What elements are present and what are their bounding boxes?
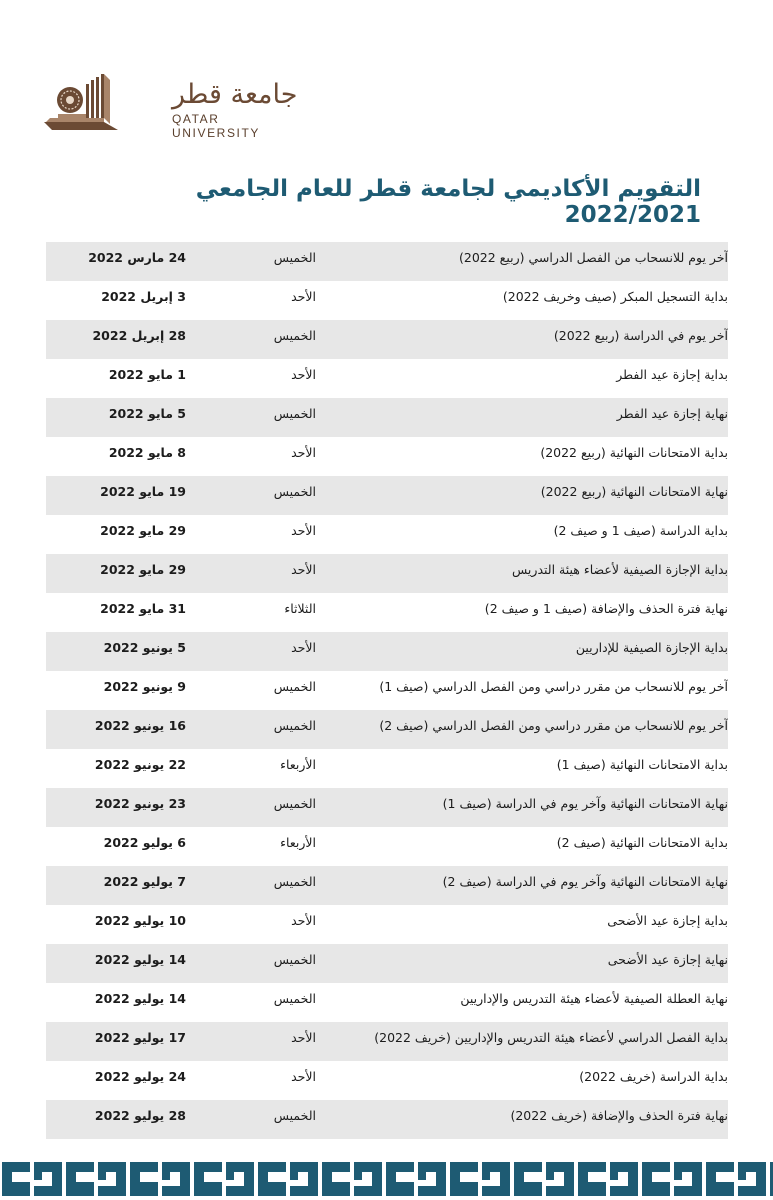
calendar-row <box>46 515 728 554</box>
event-day: الأحد <box>291 640 316 655</box>
event-day: الأحد <box>291 1069 316 1084</box>
event-date: 1 مايو 2022 <box>108 367 186 382</box>
calendar-row <box>46 710 728 749</box>
calendar-row <box>46 476 728 515</box>
event-date: 24 مارس 2022 <box>88 250 186 265</box>
event-day: الخميس <box>273 874 316 889</box>
event-day: الخميس <box>273 406 316 421</box>
event-day: الخميس <box>273 328 316 343</box>
calendar-row <box>46 359 728 398</box>
event-name: نهاية الامتحانات النهائية (ربيع 2022) <box>540 484 728 499</box>
event-name: نهاية الامتحانات النهائية وآخر يوم في الدراسة (صيف 2) <box>442 874 728 889</box>
event-date: 29 مايو 2022 <box>100 562 186 577</box>
event-name: نهاية فترة الحذف والإضافة (خريف 2022) <box>510 1108 728 1123</box>
event-date: 6 يوليو 2022 <box>103 835 186 850</box>
calendar-row <box>46 320 728 359</box>
event-date: 5 مايو 2022 <box>108 406 186 421</box>
event-name: بداية إجازة عيد الفطر <box>616 367 728 382</box>
event-date: 17 يوليو 2022 <box>94 1030 186 1045</box>
event-date: 14 يوليو 2022 <box>94 991 186 1006</box>
event-name: آخر يوم للانسحاب من الفصل الدراسي (ربيع 2022) <box>458 250 728 265</box>
event-name: آخر يوم في الدراسة (ربيع 2022) <box>553 328 728 343</box>
calendar-row <box>46 944 728 983</box>
event-day: الأحد <box>291 289 316 304</box>
event-day: الخميس <box>273 952 316 967</box>
calendar-row <box>46 398 728 437</box>
event-date: 16 يونيو 2022 <box>94 718 186 733</box>
event-name: نهاية إجازة عيد الأضحى <box>607 952 728 967</box>
university-logo <box>44 74 298 140</box>
event-date: 8 مايو 2022 <box>108 445 186 460</box>
event-day: الثلاثاء <box>284 601 316 616</box>
event-name: بداية الدراسة (خريف 2022) <box>579 1069 728 1084</box>
event-name: بداية إجازة عيد الأضحى <box>607 913 728 928</box>
event-day: الخميس <box>273 796 316 811</box>
event-date: 3 إبريل 2022 <box>101 289 186 304</box>
event-name: بداية الدراسة (صيف 1 و صيف 2) <box>553 523 728 538</box>
event-day: الخميس <box>273 484 316 499</box>
event-day: الأحد <box>291 445 316 460</box>
event-date: 14 يوليو 2022 <box>94 952 186 967</box>
calendar-row <box>46 749 728 788</box>
event-date: 5 يونيو 2022 <box>103 640 186 655</box>
event-name: بداية التسجيل المبكر (صيف وخريف 2022) <box>502 289 728 304</box>
event-date: 28 إبريل 2022 <box>92 328 186 343</box>
event-day: الأحد <box>291 1030 316 1045</box>
calendar-row <box>46 632 728 671</box>
calendar-row <box>46 1061 728 1100</box>
footer-kufic-pattern <box>0 1158 773 1200</box>
event-day: الأحد <box>291 367 316 382</box>
event-date: 19 مايو 2022 <box>100 484 186 499</box>
event-day: الأربعاء <box>280 835 316 850</box>
calendar-row <box>46 983 728 1022</box>
event-date: 29 مايو 2022 <box>100 523 186 538</box>
event-day: الأحد <box>291 562 316 577</box>
calendar-row <box>46 554 728 593</box>
event-name: بداية الفصل الدراسي لأعضاء هيئة التدريس والإداريين (خريف 2022) <box>374 1030 728 1045</box>
calendar-row <box>46 788 728 827</box>
event-day: الخميس <box>273 718 316 733</box>
event-date: 9 يونيو 2022 <box>103 679 186 694</box>
calendar-row <box>46 905 728 944</box>
event-date: 7 يوليو 2022 <box>103 874 186 889</box>
event-name: آخر يوم للانسحاب من مقرر دراسي ومن الفصل الدراسي (صيف 2) <box>379 718 728 733</box>
calendar-table <box>46 242 728 1139</box>
event-day: الخميس <box>273 679 316 694</box>
logo-english-name: QATAR UNIVERSITY <box>172 112 261 140</box>
calendar-row <box>46 671 728 710</box>
calendar-row <box>46 437 728 476</box>
calendar-row <box>46 593 728 632</box>
qatar-university-emblem-icon <box>44 74 124 130</box>
event-day: الأربعاء <box>280 757 316 772</box>
event-name: نهاية الامتحانات النهائية وآخر يوم في الدراسة (صيف 1) <box>442 796 728 811</box>
event-name: نهاية فترة الحذف والإضافة (صيف 1 و صيف 2) <box>484 601 728 616</box>
event-name: نهاية العطلة الصيفية لأعضاء هيئة التدريس والإداريين <box>460 991 728 1006</box>
calendar-row <box>46 827 728 866</box>
event-date: 28 يوليو 2022 <box>94 1108 186 1123</box>
event-name: بداية الإجازة الصيفية للإداريين <box>575 640 728 655</box>
event-name: بداية الامتحانات النهائية (صيف 2) <box>556 835 728 850</box>
page-title: التقويم الأكاديمي لجامعة قطر للعام الجامعي 2022/2021 <box>195 176 701 228</box>
event-date: 23 يونيو 2022 <box>94 796 186 811</box>
event-name: بداية الإجازة الصيفية لأعضاء هيئة التدريس <box>512 562 728 577</box>
event-day: الخميس <box>273 1108 316 1123</box>
calendar-row <box>46 242 728 281</box>
event-name: نهاية إجازة عيد الفطر <box>616 406 728 421</box>
event-date: 22 يونيو 2022 <box>94 757 186 772</box>
event-date: 24 يوليو 2022 <box>94 1069 186 1084</box>
event-name: بداية الامتحانات النهائية (صيف 1) <box>556 757 728 772</box>
event-date: 31 مايو 2022 <box>100 601 186 616</box>
calendar-row <box>46 1100 728 1139</box>
event-name: آخر يوم للانسحاب من مقرر دراسي ومن الفصل الدراسي (صيف 1) <box>379 679 728 694</box>
event-date: 10 يوليو 2022 <box>94 913 186 928</box>
event-name: بداية الامتحانات النهائية (ربيع 2022) <box>540 445 728 460</box>
calendar-row <box>46 281 728 320</box>
event-day: الخميس <box>273 991 316 1006</box>
calendar-row <box>46 1022 728 1061</box>
event-day: الخميس <box>273 250 316 265</box>
logo-arabic-name: جامعة قطر <box>172 79 298 110</box>
event-day: الأحد <box>291 913 316 928</box>
calendar-row <box>46 866 728 905</box>
event-day: الأحد <box>291 523 316 538</box>
